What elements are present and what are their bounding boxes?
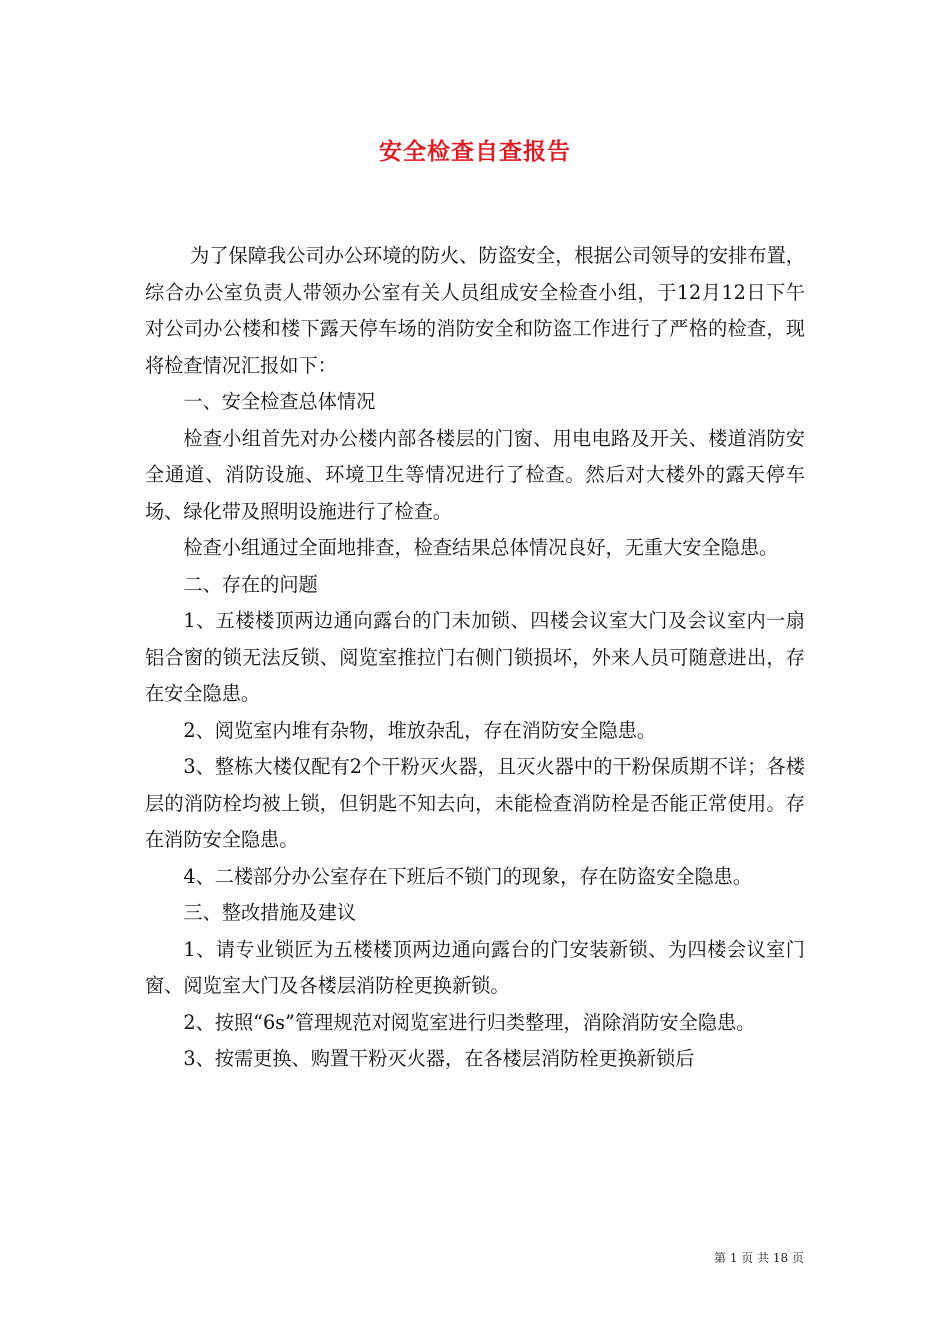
section-heading-problems: 二、存在的问题	[183, 572, 318, 596]
document-title: 安全检查自查报告	[379, 138, 571, 165]
paragraph: 检查小组通过全面地排查，检查结果总体情况良好，无重大安全隐患。	[183, 536, 779, 559]
list-item: 2、阅览室内堆有杂物，堆放杂乱，存在消防安全隐患。	[183, 718, 657, 742]
page-number: 第 1 页 共 18 页	[714, 1251, 804, 1265]
document-body	[145, 238, 805, 1078]
list-item: 4、二楼部分办公室存在下班后不锁门的现象，存在防盗安全隐患。	[183, 864, 753, 888]
list-item: 3、整栋大楼仅配有2个干粉灭火器，且灭火器中的干粉保质期不详；各楼层的消防栓均被上锁，但钥匙不知去向，未能检查消防栓是否能正常使用。存在消防安全隐患。	[145, 755, 805, 851]
list-item: 3、按需更换、购置干粉灭火器，在各楼层消防栓更换新锁后	[183, 1047, 695, 1070]
list-item: 1、五楼楼顶两边通向露台的门未加锁、四楼会议室大门及会议室内一扇铝合窗的锁无法反锁、阅览室推拉门右侧门锁损坏，外来人员可随意进出，存在安全隐患。	[145, 609, 805, 705]
section-heading-measures: 三、整改措施及建议	[183, 901, 357, 924]
list-item: 1、请专业锁匠为五楼楼顶两边通向露台的门安装新锁、为四楼会议室门窗、阅览室大门及各楼层消防栓更换新锁。	[145, 937, 805, 997]
paragraph-intro: 为了保障我公司办公环境的防火、防盗安全，根据公司领导的安排布置，综合办公室负责人带领办公室有关人员组成安全检查小组，于12月12日下午对公司办公楼和楼下露天停车场的消防安全和防盗工作进行了严格的检查，现将检查情况汇报如下：	[145, 244, 805, 377]
paragraph: 检查小组首先对办公楼内部各楼层的门窗、用电电路及开关、楼道消防安全通道、消防设施、环境卫生等情况进行了检查。然后对大楼外的露天停车场、绿化带及照明设施进行了检查。	[145, 426, 805, 523]
section-heading-overview: 一、安全检查总体情况	[183, 390, 376, 413]
list-item: 2、按照“6s”管理规范对阅览室进行归类整理，消除消防安全隐患。	[183, 1010, 756, 1034]
